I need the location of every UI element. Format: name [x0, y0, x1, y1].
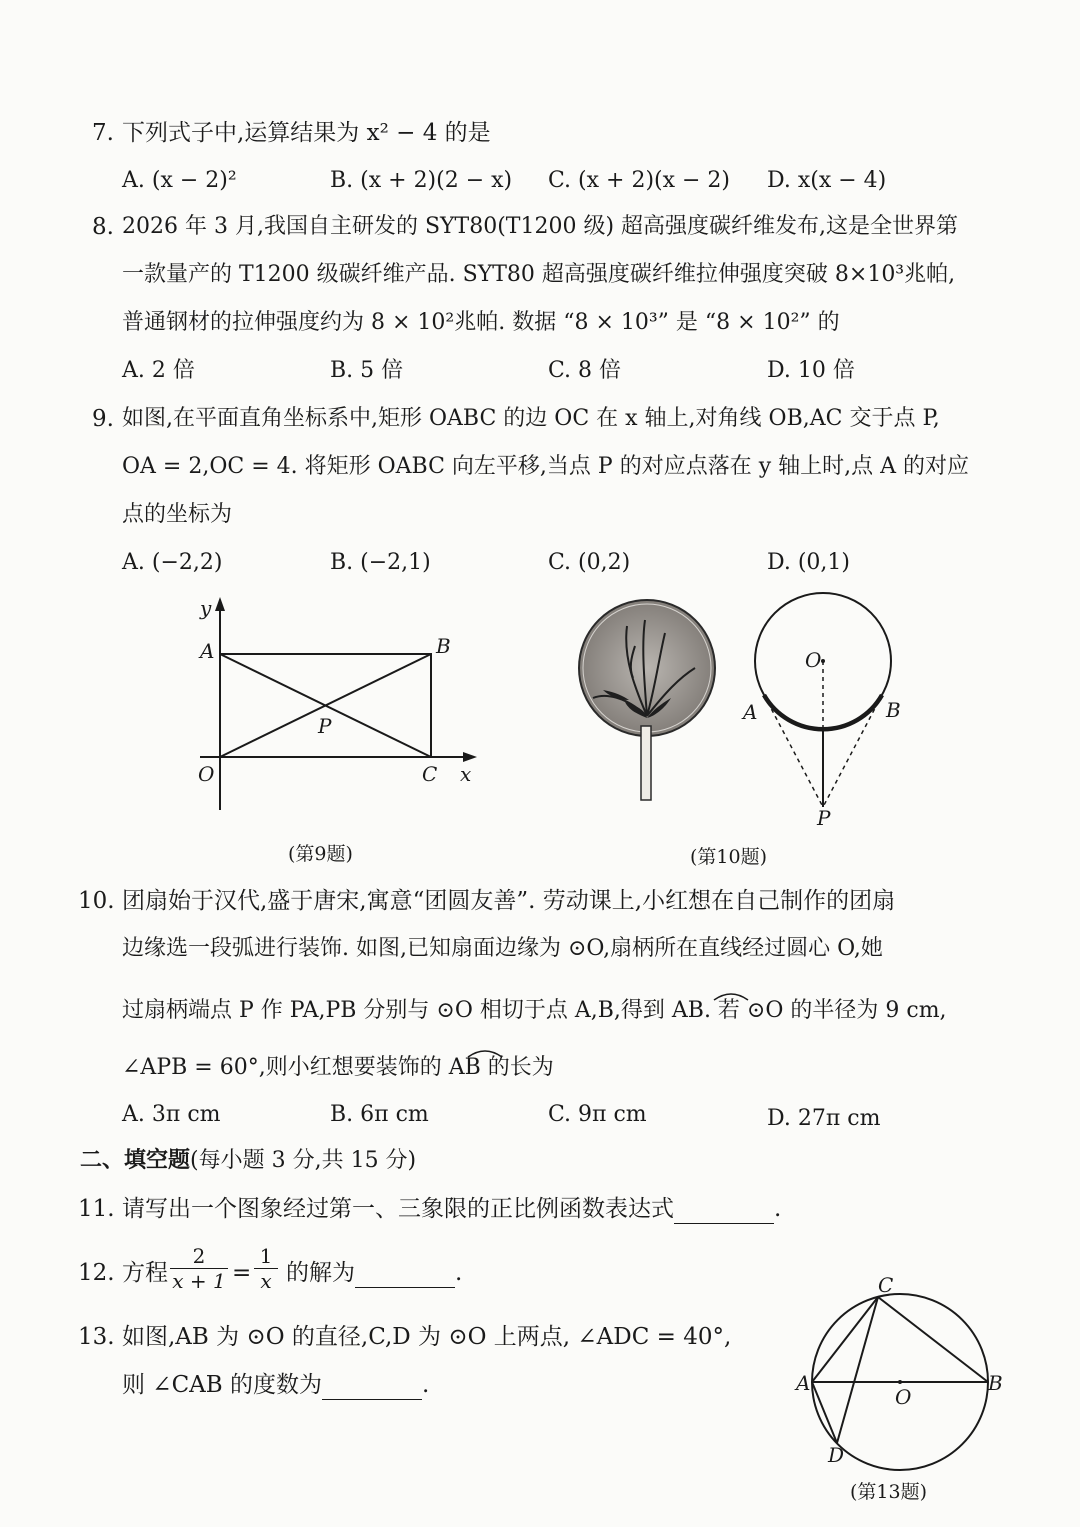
q13-line-2: 则 ∠CAB 的度数为 — [122, 1372, 323, 1398]
q8-option-c: C. 8 倍 — [548, 358, 622, 383]
q13-number: 13. — [78, 1324, 115, 1350]
q13-line-1: 如图,AB 为 ⊙O 的直径,C,D 为 ⊙O 上两点, ∠ADC = 40°, — [122, 1324, 732, 1350]
label-o: O — [805, 648, 822, 672]
q12-frac2-denominator: x — [254, 1268, 278, 1293]
q8-line-2: 一款量产的 T1200 级碳纤维产品. SYT80 超高强度碳纤维拉伸强度突破 8×10³兆帕, — [122, 262, 956, 287]
q9-option-b: B. (−2,1) — [330, 550, 431, 575]
q12-equals: = — [232, 1260, 252, 1286]
q10-figure — [735, 595, 915, 830]
q13-end: . — [422, 1372, 430, 1398]
q8-line-3: 普通钢材的拉伸强度约为 8 × 10²兆帕. 数据 “8 × 10³” 是 “8 × 10²” 的 — [122, 310, 840, 335]
chord-cd — [837, 1297, 878, 1443]
q9-option-d: D. (0,1) — [767, 550, 850, 575]
label-d: D — [828, 1443, 845, 1467]
q12-frac1-denominator: x + 1 — [170, 1268, 228, 1293]
label-p: P — [318, 714, 332, 738]
label-a: A — [200, 639, 215, 663]
label-y: y — [200, 596, 212, 620]
q9-number: 9. — [92, 406, 114, 432]
q11-line — [122, 1194, 781, 1224]
arc-mark-2 — [466, 1047, 504, 1059]
q11-end: . — [774, 1196, 782, 1222]
q13-line-2-wrap — [122, 1370, 429, 1400]
label-o: O — [198, 762, 215, 786]
q7-option-b: B. (x + 2)(2 − x) — [330, 168, 513, 193]
q11-answer-blank[interactable] — [674, 1199, 774, 1224]
label-b: B — [988, 1371, 1003, 1395]
q7-stem: 下列式子中,运算结果为 x² − 4 的是 — [122, 120, 491, 146]
q9-line-1: 如图,在平面直角坐标系中,矩形 OABC 的边 OC 在 x 轴上,对角线 OB,AC 交于点 P, — [122, 406, 940, 431]
label-b: B — [436, 634, 451, 658]
q12-pre: 方程 — [122, 1260, 168, 1286]
tangent-pb — [823, 695, 882, 807]
q10-number: 10. — [78, 888, 115, 914]
q8-option-d: D. 10 倍 — [767, 358, 855, 383]
q9-figure-caption: (第9题) — [288, 843, 353, 865]
q9-figure — [180, 595, 490, 815]
label-c: C — [422, 762, 438, 786]
label-b: B — [886, 698, 901, 722]
q10-line-1: 团扇始于汉代,盛于唐宋,寓意“团圆友善”. 劳动课上,小红想在自己制作的团扇 — [122, 888, 896, 914]
q10-line-3: 过扇柄端点 P 作 PA,PB 分别与 ⊙O 相切于点 A,B,得到 AB. 若 ⊙O 的半径为 9 cm, — [122, 998, 947, 1023]
q10-line-4: ∠APB = 60°,则小红想要装饰的 AB 的长为 — [122, 1055, 554, 1080]
q7-option-d: D. x(x − 4) — [767, 168, 887, 193]
q11-number: 11. — [78, 1196, 115, 1222]
section-2-heading — [80, 1146, 416, 1176]
fan-illustration — [575, 598, 720, 803]
q12-frac2-numerator: 1 — [259, 1244, 273, 1268]
q7-number: 7. — [92, 120, 114, 146]
q10-figure-caption: (第10题) — [690, 846, 768, 868]
q12-answer-blank[interactable] — [355, 1263, 455, 1288]
chord-ad — [812, 1382, 837, 1443]
q10-line-2: 边缘选一段弧进行装饰. 如图,已知扇面边缘为 ⊙O,扇柄所在直线经过圆心 O,她 — [122, 936, 883, 961]
q10-option-a: A. 3π cm — [122, 1102, 221, 1127]
q7-option-c: C. (x + 2)(x − 2) — [548, 168, 731, 193]
q9-option-a: A. (−2,2) — [122, 550, 223, 575]
q12-number: 12. — [78, 1260, 115, 1286]
q12-post-line — [286, 1258, 462, 1288]
q13-figure — [790, 1270, 1010, 1470]
q9-line-3: 点的坐标为 — [122, 502, 233, 527]
tangent-pa — [764, 695, 823, 807]
q8-line-1: 2026 年 3 月,我国自主研发的 SYT80(T1200 级) 超高强度碳纤维发布,这是全世界第 — [122, 214, 959, 239]
section-2-title: 二、填空题 — [80, 1148, 191, 1173]
center-dot — [821, 659, 825, 663]
arc-mark-1 — [712, 990, 750, 1002]
q13-figure-caption: (第13题) — [850, 1481, 928, 1503]
q10-option-d: D. 27π cm — [767, 1106, 881, 1131]
label-p: P — [817, 806, 831, 830]
center-dot — [898, 1380, 902, 1384]
label-x: x — [460, 762, 472, 786]
label-o: O — [895, 1385, 912, 1409]
q12-fraction-left — [170, 1244, 228, 1293]
label-a: A — [796, 1371, 811, 1395]
q10-option-b: B. 6π cm — [330, 1102, 429, 1127]
chord-cb — [878, 1297, 988, 1382]
q9-option-c: C. (0,2) — [548, 550, 631, 575]
label-a: A — [743, 700, 758, 724]
q8-number: 8. — [92, 214, 114, 240]
q13-answer-blank[interactable] — [322, 1375, 422, 1400]
q7-option-a: A. (x − 2)² — [122, 168, 237, 193]
q11-stem: 请写出一个图象经过第一、三象限的正比例函数表达式 — [122, 1196, 674, 1222]
fan-handle — [641, 726, 651, 800]
q12-post: 的解为 — [286, 1260, 355, 1286]
label-c: C — [878, 1273, 894, 1297]
section-2-note: (每小题 3 分,共 15 分) — [190, 1148, 417, 1173]
q10-option-c: C. 9π cm — [548, 1102, 647, 1127]
x-axis-arrow — [463, 752, 477, 762]
q12-end: . — [455, 1260, 463, 1286]
q12-frac1-numerator: 2 — [192, 1244, 206, 1268]
q9-line-2: OA = 2,OC = 4. 将矩形 OABC 向左平移,当点 P 的对应点落在 y 轴上时,点 A 的对应 — [122, 454, 969, 479]
y-axis-arrow — [215, 597, 225, 611]
q8-option-a: A. 2 倍 — [122, 358, 195, 383]
q8-option-b: B. 5 倍 — [330, 358, 404, 383]
q12-fraction-right — [254, 1244, 278, 1293]
